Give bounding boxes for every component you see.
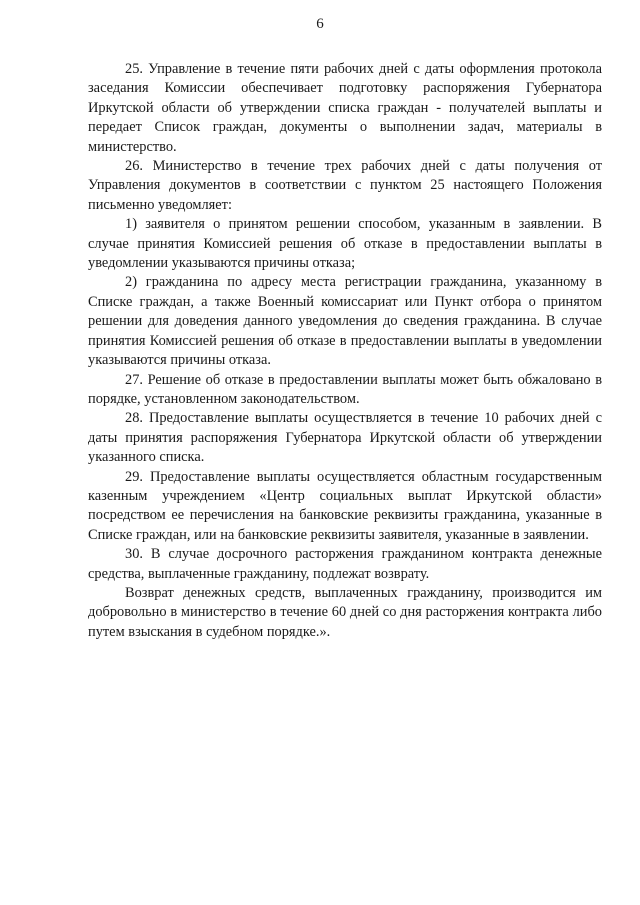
paragraph-25: 25. Управление в течение пяти рабочих дней с даты оформления протокола заседания Комиссии обеспечивает подготовку распоряжения Губернатора Иркутской области об утверждении списка граждан - получателей выплаты и передает Список граждан, документы о выполнении задач, материалы в министерство. bbox=[88, 61, 602, 155]
paragraph-28: 28. Предоставление выплаты осуществляется в течение 10 рабочих дней с даты принятия распоряжения Губернатора Иркутской области об утверждении указанного списка. bbox=[88, 410, 602, 466]
paragraph-26: 26. Министерство в течение трех рабочих дней с даты получения от Управления документов в соответствии с пунктом 25 настоящего Положения письменно уведомляет: bbox=[88, 158, 602, 213]
page-number: 6 bbox=[316, 16, 324, 32]
paragraph-26-item-2: 2) гражданина по адресу места регистрации гражданина, указанному в Списке граждан, а также Военный комиссариат или Пункт отбора о принятом решении для доведения данного уведомления до сведения гражданина. В случае принятия Комиссией решения об отказе в предоставлении выплаты в уведомлении указываются причины отказа. bbox=[88, 274, 602, 369]
paragraph-30: 30. В случае досрочного расторжения гражданином контракта денежные средства, выплаченные гражданину, подлежат возврату. bbox=[88, 546, 602, 582]
paragraph-29: 29. Предоставление выплаты осуществляется областным государственным казенным учреждением «Центр социальных выплат Иркутской области» посредством ее перечисления на банковские реквизиты гражданина, указанные в Списке граждан, или на банковские реквизиты заявителя, указанные в заявлении. bbox=[88, 468, 602, 543]
paragraph-27: 27. Решение об отказе в предоставлении выплаты может быть обжаловано в порядке, установленном законодательством. bbox=[88, 371, 602, 407]
paragraph-30-refund: Возврат денежных средств, выплаченных гражданину, производится им добровольно в министерство в течение 60 дней со дня расторжения контракта либо путем взыскания в судебном порядке.». bbox=[88, 584, 602, 640]
document-body bbox=[88, 60, 602, 642]
paragraph-26-item-1: 1) заявителя о принятом решении способом, указанным в заявлении. В случае принятия Комиссией решения об отказе в предоставлении выплаты в уведомлении указываются причины отказа; bbox=[88, 216, 602, 272]
